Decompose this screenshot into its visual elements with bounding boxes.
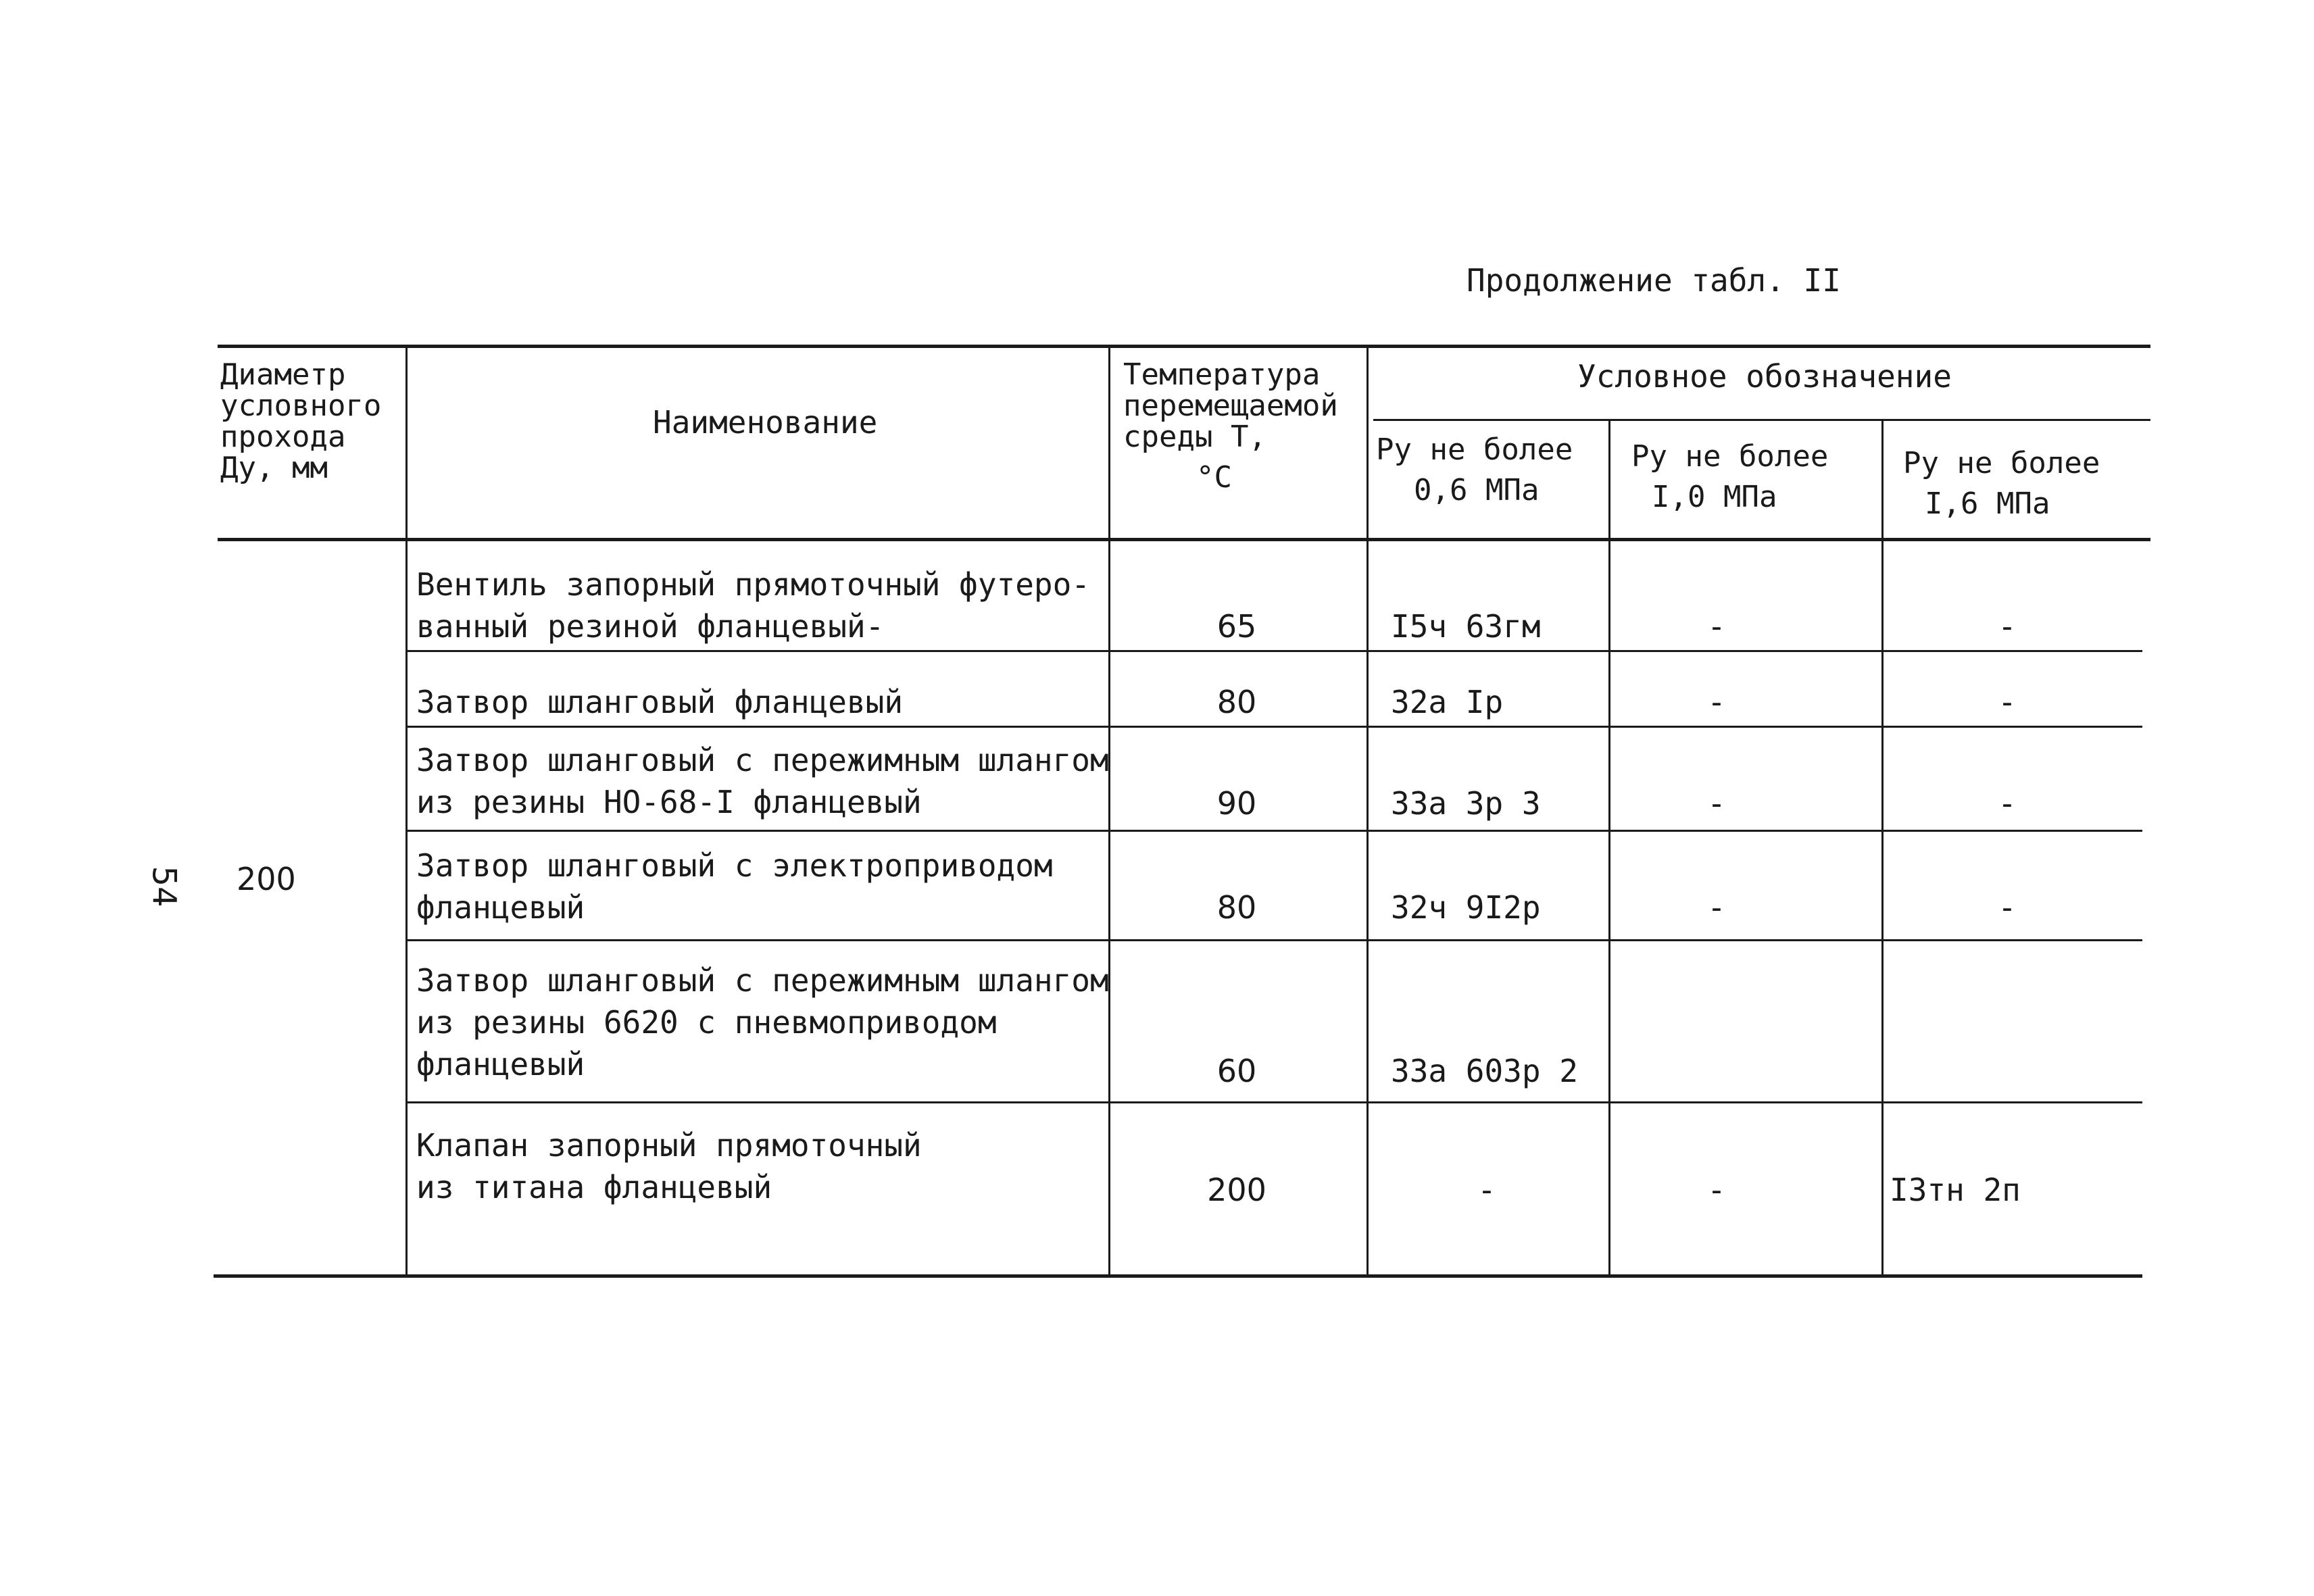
table-row-p16: - xyxy=(1998,889,2017,926)
table-bottom-border xyxy=(214,1274,2142,1278)
table-row-p10: - xyxy=(1707,684,1726,720)
table-row-name: Затвор шланговый фланцевый xyxy=(416,684,904,720)
table-row-temp: 200 xyxy=(1207,1172,1266,1208)
column-divider xyxy=(1881,419,1884,1276)
table-row-p10: - xyxy=(1707,785,1726,822)
header-bottom-border xyxy=(218,538,2150,541)
table-row-name: Затвор шланговый с пережимным шлангом из резины 6620 с пневмоприводом фланцевый xyxy=(416,962,1109,1082)
table-row-p16: - xyxy=(1998,608,2017,645)
header-temperature: Температура перемещаемой среды Т, °C xyxy=(1123,357,1338,495)
table-row-p06: - xyxy=(1477,1172,1496,1208)
table-row-temp: 65 xyxy=(1216,608,1257,645)
table-row-p10: - xyxy=(1707,889,1726,926)
column-divider xyxy=(1608,419,1610,1276)
table-row-temp: 90 xyxy=(1216,785,1257,822)
table-row-name: Вентиль запорный прямоточный футеро- ванный резиной фланцевый- xyxy=(416,566,1090,645)
table-row-p06: 32ч 9I2р xyxy=(1391,889,1541,926)
table-row-name: Клапан запорный прямоточный из титана фланцевый xyxy=(416,1127,922,1205)
table-top-border xyxy=(218,345,2150,348)
header-pressure-06: Ру не более 0,6 МПа xyxy=(1376,432,1573,507)
page-number: 54 xyxy=(145,866,183,907)
table-row-temp: 60 xyxy=(1216,1053,1257,1089)
header-designation: Условное обозначение xyxy=(1577,358,1952,395)
header-diameter: Диаметр условного прохода Ду, мм xyxy=(220,357,382,485)
header-pressure-16: Ру не более I,6 МПа xyxy=(1903,446,2100,521)
header-name: Наименование xyxy=(653,404,878,441)
table-row-p10: - xyxy=(1707,608,1726,645)
table-row-p06: I5ч 63гм xyxy=(1391,608,1541,645)
table-row-temp: 80 xyxy=(1216,889,1257,926)
table-row-name: Затвор шланговый с пережимным шлангом из резины НО-68-I фланцевый xyxy=(416,742,1109,820)
table-row-p06: 33а 3р 3 xyxy=(1391,785,1541,822)
designation-divider xyxy=(1373,419,2150,421)
table-row-p06: 33а 603р 2 xyxy=(1391,1053,1578,1089)
table-row-p10: - xyxy=(1707,1172,1726,1208)
table-row-p16: I3тн 2п xyxy=(1890,1172,2021,1208)
table-caption: Продолжение табл. II xyxy=(1467,262,1841,299)
table-row-p16: - xyxy=(1998,684,2017,720)
column-divider xyxy=(405,346,408,1276)
column-divider xyxy=(1367,346,1369,1276)
table-row-p06: 32а Iр xyxy=(1391,684,1504,720)
diameter-value: 200 xyxy=(237,861,296,897)
header-pressure-10: Ру не более I,0 МПа xyxy=(1631,439,1829,514)
table-row-temp: 80 xyxy=(1216,684,1257,720)
table-row-name: Затвор шланговый с электроприводом фланцевый xyxy=(416,847,1053,926)
table-row-p16: - xyxy=(1998,785,2017,822)
